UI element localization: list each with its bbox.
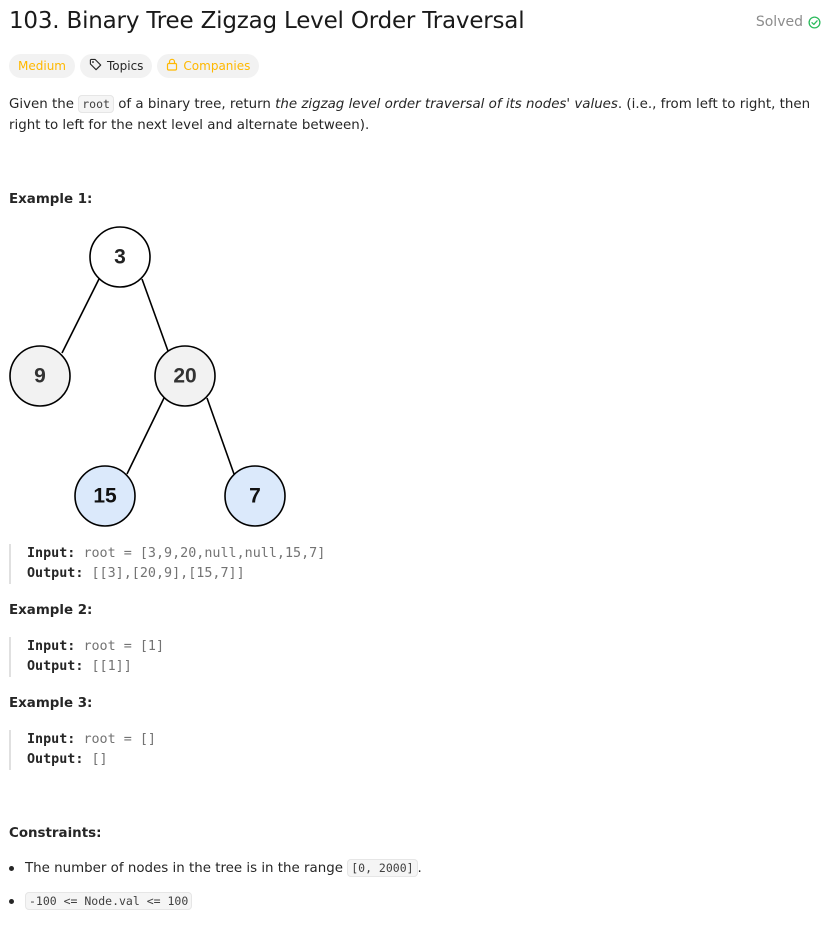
example-3-heading: Example 3: — [9, 696, 93, 711]
input-label: Input: — [27, 546, 76, 561]
description-text: . (i.e., from left to right, then right to left for the next level and alternate between). — [9, 97, 811, 133]
example-1-tree-diagram — [0, 220, 300, 530]
svg-text:3: 3 — [114, 245, 126, 269]
tree-node — [75, 466, 135, 526]
companies-button[interactable] — [157, 54, 259, 78]
topics-button[interactable] — [80, 54, 152, 78]
description-text: Given the — [9, 97, 79, 112]
constraint-text: The number of nodes in the tree is in the range — [25, 861, 348, 876]
description-text: of a binary tree, return — [113, 97, 276, 112]
example-2-heading: Example 2: — [9, 603, 93, 618]
output-label: Output: — [27, 566, 84, 581]
input-value: root = [1] — [83, 639, 165, 654]
example-3-block — [9, 730, 156, 770]
solved-label: Solved — [755, 14, 803, 30]
constraint-text: . — [417, 861, 422, 876]
tree-node — [90, 227, 150, 287]
lock-icon — [166, 58, 178, 74]
tag-row — [9, 54, 259, 78]
problem-description — [9, 94, 824, 136]
input-label: Input: — [27, 639, 76, 654]
solved-status — [756, 14, 821, 30]
svg-text:20: 20 — [173, 364, 197, 388]
description-emphasis: the zigzag level order traversal of its nodes' values — [275, 97, 618, 112]
input-value: root = [] — [83, 732, 156, 747]
tree-node — [225, 466, 285, 526]
example-2-block — [9, 637, 164, 677]
output-label: Output: — [27, 752, 84, 767]
svg-text:7: 7 — [249, 484, 261, 508]
tag-icon — [89, 58, 102, 74]
companies-label: Companies — [183, 59, 251, 73]
svg-text:9: 9 — [34, 364, 46, 388]
input-value: root = [3,9,20,null,null,15,7] — [83, 546, 326, 561]
svg-text:15: 15 — [93, 484, 117, 508]
constraints-list — [9, 858, 422, 924]
problem-title: 103. Binary Tree Zigzag Level Order Traversal — [9, 8, 525, 34]
example-1-block — [9, 544, 325, 584]
list-item — [9, 858, 422, 879]
list-item — [9, 891, 422, 912]
difficulty-badge — [9, 54, 75, 78]
tree-node — [10, 346, 70, 406]
inline-code-root: root — [78, 95, 114, 113]
output-value: [] — [91, 752, 108, 767]
topics-label: Topics — [106, 59, 144, 73]
output-label: Output: — [27, 659, 84, 674]
output-value: [[1]] — [91, 659, 132, 674]
example-1-heading: Example 1: — [9, 192, 93, 207]
difficulty-label: Medium — [18, 59, 66, 73]
constraints-heading: Constraints: — [9, 826, 102, 841]
output-value: [[3],[20,9],[15,7]] — [91, 566, 245, 581]
tree-node — [155, 346, 215, 406]
constraint-code: -100 <= Node.val <= 100 — [25, 892, 192, 910]
constraint-code: [0, 2000] — [347, 859, 417, 877]
input-label: Input: — [27, 732, 76, 747]
check-circle-icon — [808, 16, 821, 29]
